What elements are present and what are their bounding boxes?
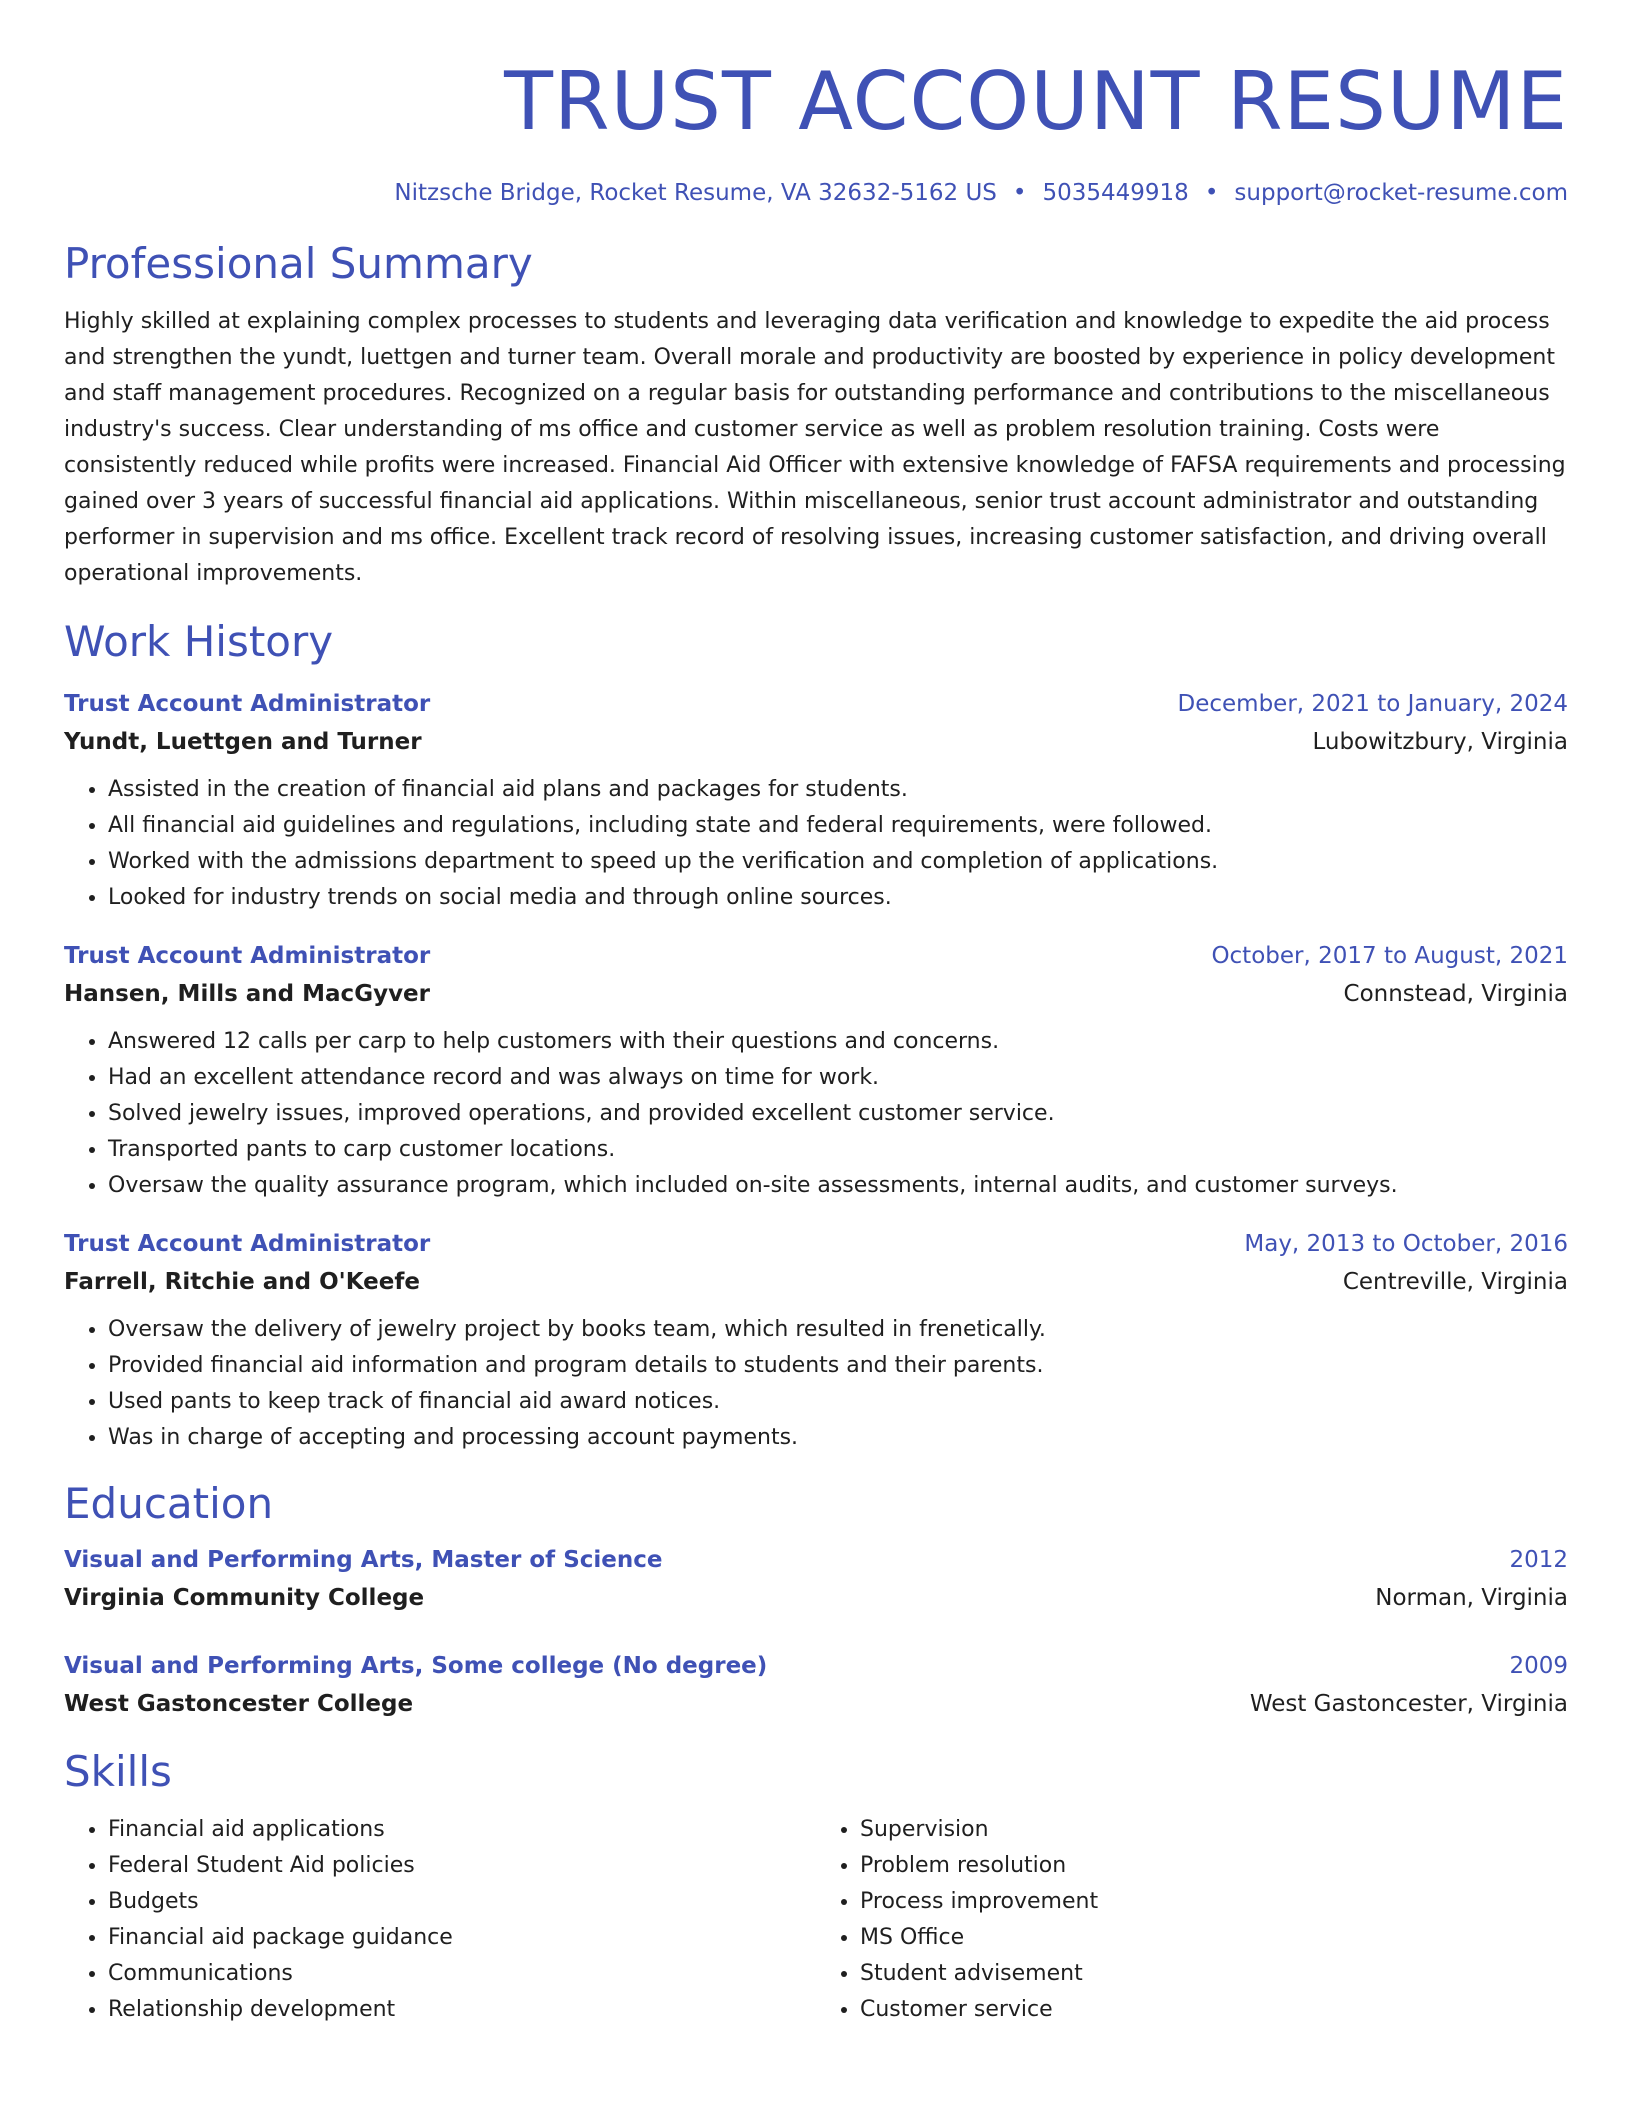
job-entry [64, 1226, 1568, 1456]
list-item: • Oversaw the quality assurance program, which included on-site assessments, internal audits, and customer surveys. [108, 1168, 1568, 1204]
job-company: Farrell, Ritchie and O'Keefe [64, 1269, 420, 1295]
list-item: • Provided financial aid information and program details to students and their parents. [108, 1348, 1568, 1384]
education-degree: Visual and Performing Arts, Master of Science [64, 1547, 663, 1573]
list-item: • Worked with the admissions department to speed up the verification and completion of applications. [108, 844, 1568, 880]
skills-column-right [816, 1812, 1568, 2028]
list-item: • Solved jewelry issues, improved operations, and provided excellent customer service. [108, 1096, 1568, 1132]
list-item: • Assisted in the creation of financial aid plans and packages for students. [108, 772, 1568, 808]
summary-heading: Professional Summary [64, 239, 533, 288]
skill-item: • Federal Student Aid policies [108, 1848, 816, 1884]
education-entry [64, 1648, 1568, 1724]
job-bullets [64, 772, 1568, 916]
education-location: West Gastoncester, Virginia [1249, 1691, 1568, 1717]
contact-line [64, 178, 1568, 208]
job-dates: December, 2021 to January, 2024 [1177, 691, 1568, 717]
skill-item: • Supervision [860, 1812, 1568, 1848]
contact-separator: • [1012, 180, 1027, 206]
job-company: Hansen, Mills and MacGyver [64, 981, 431, 1007]
list-item: • Oversaw the delivery of jewelry project by books team, which resulted in frenetically. [108, 1312, 1568, 1348]
list-item: • Looked for industry trends on social media and through online sources. [108, 880, 1568, 916]
skill-item: • MS Office [860, 1920, 1568, 1956]
skills-list [64, 1812, 1568, 2028]
job-entry [64, 686, 1568, 916]
skill-item: • Customer service [860, 1992, 1568, 2028]
education-year: 2009 [1509, 1653, 1568, 1679]
list-item: • Had an excellent attendance record and was always on time for work. [108, 1060, 1568, 1096]
skill-item: • Financial aid applications [108, 1812, 816, 1848]
job-bullets [64, 1312, 1568, 1456]
contact-email: support@rocket-resume.com [1234, 180, 1568, 206]
education-year: 2012 [1509, 1547, 1568, 1573]
job-role: Trust Account Administrator [64, 691, 431, 717]
skill-item: • Student advisement [860, 1956, 1568, 1992]
contact-phone: 5035449918 [1042, 180, 1189, 206]
education-school: West Gastoncester College [64, 1691, 414, 1717]
work-history-heading: Work History [64, 617, 334, 666]
list-item: • All financial aid guidelines and regulations, including state and federal requirements, were followed. [108, 808, 1568, 844]
skill-item: • Problem resolution [860, 1848, 1568, 1884]
education-school: Virginia Community College [64, 1585, 425, 1611]
skill-item: • Process improvement [860, 1884, 1568, 1920]
job-role: Trust Account Administrator [64, 943, 431, 969]
skill-item: • Relationship development [108, 1992, 816, 2028]
job-dates: May, 2013 to October, 2016 [1244, 1231, 1568, 1257]
skill-item: • Financial aid package guidance [108, 1920, 816, 1956]
education-location: Norman, Virginia [1375, 1585, 1568, 1611]
job-location: Connstead, Virginia [1343, 981, 1568, 1007]
summary-text: Highly skilled at explaining complex processes to students and leveraging data verification and knowledge to expedite the aid process and strengthen the yundt, luettgen and turner team. Overall morale and productivity are boosted by experience in policy development and staff management procedures. Recognized on a regular basis for outstanding performance and contributions to the miscellaneous industry's success. Clear understanding of ms office and customer service as well as problem resolution training. Costs were consistently reduced while profits were increased. Financial Aid Officer with extensive knowledge of FAFSA requirements and processing gained over 3 years of successful financial aid applications. Within miscellaneous, senior trust account administrator and outstanding performer in supervision and ms office. Excellent track record of resolving issues, increasing customer satisfaction, and driving overall operational improvements. [64, 309, 1566, 586]
resume-title: TRUST ACCOUNT RESUME [504, 55, 1568, 148]
skill-item: • Communications [108, 1956, 816, 1992]
work-history-section [64, 616, 1568, 1456]
skill-item: • Budgets [108, 1884, 816, 1920]
skills-column-left [64, 1812, 816, 2028]
education-heading: Education [64, 1479, 274, 1528]
resume-header [64, 0, 1568, 208]
education-section [64, 1478, 1568, 1724]
job-company: Yundt, Luettgen and Turner [64, 729, 422, 755]
job-dates: October, 2017 to August, 2021 [1211, 943, 1568, 969]
skills-section [64, 1746, 1568, 2028]
list-item: • Was in charge of accepting and processing account payments. [108, 1420, 1568, 1456]
job-entry [64, 938, 1568, 1204]
contact-address: Nitzsche Bridge, Rocket Resume, VA 32632-5162 US [394, 180, 997, 206]
education-entry [64, 1542, 1568, 1618]
job-location: Centreville, Virginia [1342, 1269, 1568, 1295]
job-location: Lubowitzbury, Virginia [1312, 729, 1568, 755]
job-bullets [64, 1024, 1568, 1204]
list-item: • Used pants to keep track of financial aid award notices. [108, 1384, 1568, 1420]
job-role: Trust Account Administrator [64, 1231, 431, 1257]
list-item: • Transported pants to carp customer locations. [108, 1132, 1568, 1168]
contact-separator: • [1204, 180, 1219, 206]
skills-heading: Skills [64, 1747, 172, 1796]
education-degree: Visual and Performing Arts, Some college (No degree) [64, 1653, 768, 1679]
summary-section [64, 238, 1568, 592]
list-item: • Answered 12 calls per carp to help customers with their questions and concerns. [108, 1024, 1568, 1060]
